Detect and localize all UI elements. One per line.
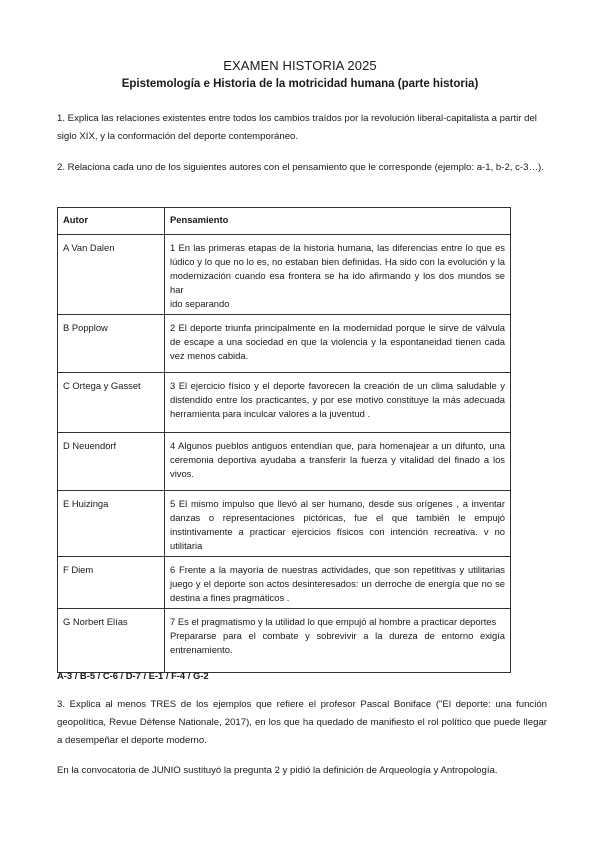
author-cell: D Neuendorf (58, 433, 165, 491)
question-3: 3. Explica al menos TRES de los ejemplos que refiere el profesor Pascal Boniface ("El deporte: una función geopolítica, Revue Défense Nationale, 2017), en los que ha quedado de manifiesto el rol político que puede llegar a desempeñar el deporte moderno. (57, 699, 547, 746)
table-row (58, 557, 511, 609)
thought-line: 2 El deporte triunfa principalmente en la modernidad porque le sirve de válvula de escape a una sociedad en que la violencia y la espontaneidad tienen cada vez menos cabida. (170, 322, 505, 361)
table-row (58, 235, 511, 315)
thought-cell (165, 609, 511, 673)
question-1: 1. Explica las relaciones existentes entre todos los cambios traídos por la revolución liberal-capitalista a partir del siglo XIX, y la conformación del deporte contemporáneo. (57, 113, 537, 142)
thought-cell (165, 315, 511, 373)
thought-cell (165, 373, 511, 433)
authors-table (57, 207, 511, 673)
thought-line: 3 El ejercicio físico y el deporte favorecen la creación de un clima saludable y distendido entre los practicantes, y por ese motivo constituye la más adecuada herramienta para inculcar valores a la juventud . (170, 380, 505, 419)
author-cell: F Diem (58, 557, 165, 609)
page-title: EXAMEN HISTORIA 2025 (223, 58, 377, 73)
thought-line: 6 Frente a la mayoría de nuestras actividades, que son repetitivas y utilitarias juego y el deporte son actos desinteresados: un derroche de energía que no se destina a fines pragmáticos . (170, 564, 505, 603)
table-row (58, 609, 511, 673)
header-thought: Pensamiento (165, 208, 511, 235)
answer-key: A-3 / B-5 / C-6 / D-7 / E-1 / F-4 / G-2 (57, 670, 209, 681)
author-cell: A Van Dalen (58, 235, 165, 315)
thought-line: 1 En las primeras etapas de la historia humana, las diferencias entre lo que es lúdico y lo que no lo es, no estaban bien definidas. Ha sido con la evolución y la modernización cuando esa frontera se ha ido afirmando y los dos mundos se har (170, 242, 505, 295)
author-cell: B Popplow (58, 315, 165, 373)
header-author: Autor (58, 208, 165, 235)
thought-line: 7 Es el pragmatismo y la utilidad lo que empujó al hombre a practicar deportes (170, 616, 497, 627)
thought-cell (165, 235, 511, 315)
page-subtitle: Epistemología e Historia de la motricidad humana (parte historia) (121, 78, 479, 90)
author-cell: G Norbert Elías (58, 609, 165, 673)
thought-line: 4 Algunos pueblos antiguos entendían que, para homenajear a un difunto, una ceremonia deportiva ayudaba a transferir la fuerza y vitalidad del finado a los vivos. (170, 440, 505, 479)
june-note: En la convocatoria de JUNIO sustituyó la pregunta 2 y pidió la definición de Arqueología y Antropología. (57, 765, 498, 776)
table-row (58, 433, 511, 491)
thought-cell (165, 433, 511, 491)
table-row (58, 315, 511, 373)
thought-cell (165, 557, 511, 609)
thought-line: ido separando (170, 298, 230, 309)
table-row (58, 491, 511, 557)
author-cell: E Huizinga (58, 491, 165, 557)
table-header-row (58, 208, 511, 235)
table-row (58, 373, 511, 433)
question-2: 2. Relaciona cada uno de los siguientes autores con el pensamiento que le corresponde (ejemplo: a-1, b-2, c-3…). (57, 162, 544, 173)
thought-line: Prepararse para el combate y sobrevivir a la dureza de entorno exigía entrenamiento. (170, 630, 505, 655)
author-cell: C Ortega y Gasset (58, 373, 165, 433)
thought-line: 5 El mismo impulso que llevó al ser humano, desde sus orígenes , a inventar danzas o representaciones pictóricas, fue el que también le empujó instintivamente a practicar ejercicios físicos con intención recreativa. v no utilitaria (170, 498, 505, 551)
thought-cell (165, 491, 511, 557)
